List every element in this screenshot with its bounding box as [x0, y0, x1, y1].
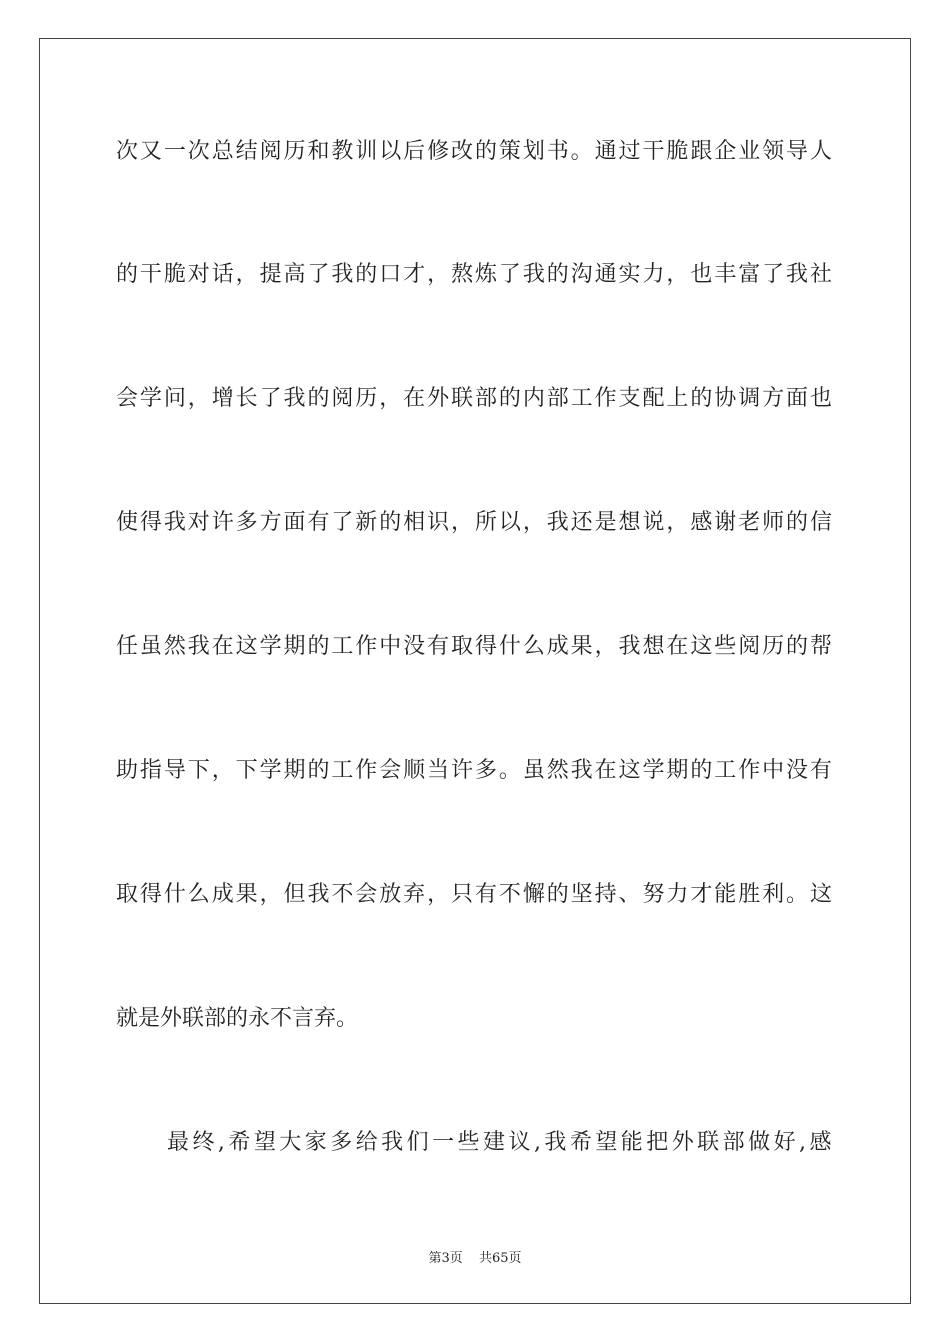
body-line-6: 助指导下，下学期的工作会顺当许多。虽然我在这学期的工作中没有 — [116, 758, 832, 783]
body-line-1: 次又一次总结阅历和教训以后修改的策划书。通过干脆跟企业领导人 — [116, 139, 832, 164]
page-number: 第3页 — [428, 1251, 463, 1266]
body-line-2: 的干脆对话，提高了我的口才，熬炼了我的沟通实力，也丰富了我社 — [116, 262, 832, 287]
body-line-3: 会学问，增长了我的阅历，在外联部的内部工作支配上的协调方面也 — [116, 386, 832, 411]
page-border — [39, 38, 911, 1304]
body-line-8: 就是外联部的永不言弃。 — [116, 1006, 359, 1031]
paragraph-first-line: 最终,希望大家多给我们一些建议,我希望能把外联部做好,感 — [167, 1130, 832, 1155]
body-line-7: 取得什么成果，但我不会放弃，只有不懈的坚持、努力才能胜利。这 — [116, 882, 832, 907]
page-footer — [0, 1247, 950, 1266]
body-line-4: 使得我对许多方面有了新的相识，所以，我还是想说，感谢老师的信 — [116, 510, 832, 535]
body-line-5: 任虽然我在这学期的工作中没有取得什么成果，我想在这些阅历的帮 — [116, 634, 832, 659]
page-total: 共65页 — [478, 1251, 522, 1266]
